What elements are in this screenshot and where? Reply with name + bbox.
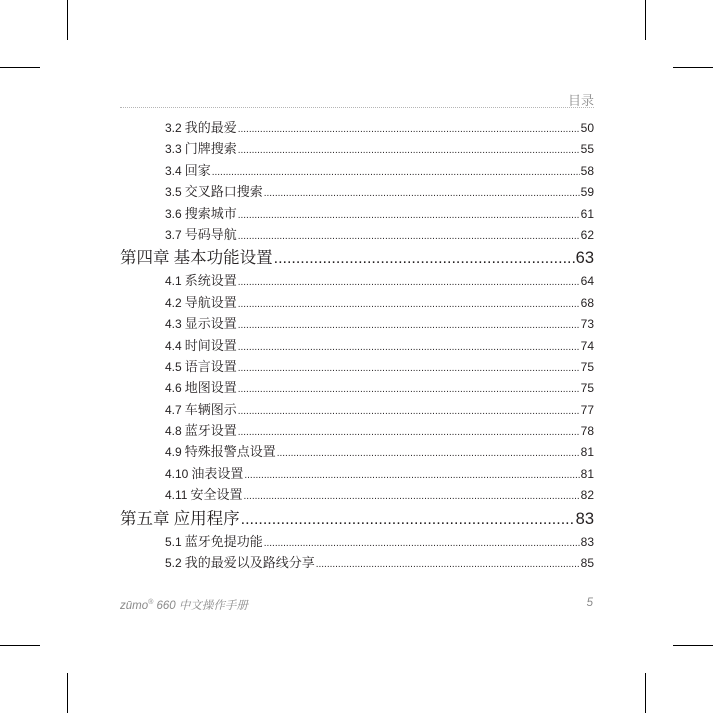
toc-entry-page-number: 75 (580, 359, 594, 374)
toc-section-entry[interactable] (120, 160, 594, 181)
toc-entry-title: 蓝牙免提功能 (184, 533, 263, 549)
toc-dot-leader (274, 245, 575, 271)
toc-dot-leader (238, 336, 580, 358)
toc-dot-leader (238, 293, 580, 315)
crop-mark-left-bottom (0, 645, 40, 646)
toc-dot-leader (238, 225, 580, 247)
toc-entry-number: 4.8 (165, 424, 182, 439)
crop-mark-top-right (645, 0, 646, 40)
toc-entry-number: 3.2 (165, 121, 182, 135)
toc-entry-number: 3.4 (165, 163, 182, 178)
toc-dot-leader (238, 400, 580, 422)
toc-section-entry[interactable] (120, 463, 594, 484)
toc-dot-leader (244, 464, 579, 486)
toc-dot-leader (238, 204, 580, 226)
toc-section-entry[interactable] (120, 531, 594, 552)
toc-entry-page-number: 81 (580, 445, 594, 460)
toc-entry-number: 4.5 (165, 359, 182, 374)
toc-entry-page-number: 50 (580, 121, 594, 135)
toc-entry-title: 我的最爱以及路线分享 (184, 555, 315, 571)
toc-section-entry[interactable] (120, 181, 594, 202)
toc-entry-title: 第五章 应用程序 (120, 508, 240, 528)
toc-entry-page-number: 61 (580, 206, 594, 221)
toc-entry-number: 4.6 (165, 381, 182, 396)
toc-entry-title: 显示设置 (184, 316, 237, 332)
toc-entry-number: 4.10 (165, 466, 189, 481)
toc-section-entry[interactable] (120, 377, 594, 398)
toc-entry-page-number: 75 (580, 381, 594, 396)
toc-entry-number: 4.9 (165, 445, 182, 460)
toc-section-entry[interactable] (120, 335, 594, 356)
toc-entry-page-number: 59 (580, 185, 594, 200)
toc-entry-page-number: 85 (580, 556, 594, 571)
toc-dot-leader (212, 161, 580, 183)
crop-mark-bottom-left (67, 673, 68, 713)
toc-entry-number: 3.6 (165, 206, 182, 221)
toc-dot-leader (238, 421, 580, 443)
toc-dot-leader (316, 553, 580, 575)
toc-section-entry[interactable] (120, 117, 594, 138)
registered-mark: ® (148, 599, 154, 607)
crop-mark-right-bottom (673, 645, 713, 646)
toc-entry-page-number: 83 (580, 534, 594, 549)
toc-dot-leader (238, 139, 580, 161)
toc-dot-leader (238, 314, 580, 336)
toc-entry-title: 第四章 基本功能设置 (120, 248, 273, 268)
toc-entry-title: 蓝牙设置 (184, 423, 237, 439)
toc-entry-title: 搜索城市 (184, 205, 237, 221)
toc-section-entry[interactable] (120, 270, 594, 291)
table-of-contents (120, 117, 594, 573)
toc-entry-title: 交叉路口搜索 (184, 184, 263, 200)
header-dotted-rule (120, 107, 594, 108)
toc-entry-page-number: 81 (580, 466, 594, 481)
toc-entry-title: 安全设置 (190, 487, 243, 503)
toc-entry-title: 地图设置 (184, 380, 237, 396)
toc-section-entry[interactable] (120, 138, 594, 159)
toc-entry-page-number: 77 (580, 402, 594, 417)
toc-entry-title: 特殊报警点设置 (184, 444, 276, 460)
toc-entry-number: 3.5 (165, 185, 182, 200)
toc-dot-leader (264, 532, 580, 554)
toc-entry-page-number: 78 (580, 424, 594, 439)
toc-dot-leader (277, 442, 580, 464)
toc-dot-leader (264, 182, 580, 204)
toc-entry-title: 门牌搜索 (184, 141, 237, 157)
toc-entry-title: 车辆图示 (184, 401, 237, 417)
toc-entry-number: 4.1 (165, 274, 182, 289)
toc-entry-number: 5.2 (165, 556, 182, 571)
toc-section-entry[interactable] (120, 552, 594, 573)
toc-entry-page-number: 68 (580, 295, 594, 310)
toc-entry-number: 3.3 (165, 142, 182, 157)
toc-section-entry[interactable] (120, 224, 594, 245)
footer-manual-title (120, 597, 248, 613)
toc-entry-title: 号码导航 (184, 226, 237, 242)
toc-entry-page-number: 62 (580, 227, 594, 242)
toc-entry-number: 4.7 (165, 402, 182, 417)
toc-entry-number: 4.4 (165, 338, 182, 353)
toc-entry-page-number: 64 (580, 274, 594, 289)
toc-section-entry[interactable] (120, 313, 594, 334)
toc-dot-leader (238, 118, 580, 140)
toc-dot-leader (241, 506, 575, 532)
running-header-title: 目录 (567, 93, 594, 108)
crop-mark-bottom-right (645, 673, 646, 713)
toc-section-entry[interactable] (120, 441, 594, 462)
toc-section-entry[interactable] (120, 356, 594, 377)
toc-entry-number: 3.7 (165, 227, 182, 242)
toc-section-entry[interactable] (120, 484, 594, 505)
toc-section-entry[interactable] (120, 292, 594, 313)
toc-dot-leader (238, 271, 580, 293)
footer-page-number: 5 (586, 597, 593, 609)
toc-entry-page-number: 73 (580, 317, 594, 332)
toc-dot-leader (243, 485, 579, 507)
toc-entry-number: 4.2 (165, 295, 182, 310)
crop-mark-left-top (0, 67, 40, 68)
toc-entry-page-number: 55 (580, 142, 594, 157)
toc-entry-title: 时间设置 (184, 337, 237, 353)
crop-mark-right-top (673, 67, 713, 68)
toc-entry-title: 语言设置 (184, 358, 237, 374)
toc-entry-title: 回家 (184, 162, 211, 178)
footer-manual-name: 660 中文操作手册 (153, 600, 248, 612)
toc-entry-page-number: 74 (580, 338, 594, 353)
toc-entry-title: 我的最爱 (184, 120, 237, 135)
toc-chapter-entry[interactable] (120, 245, 594, 270)
toc-entry-page-number: 83 (575, 509, 594, 528)
toc-entry-title: 导航设置 (184, 294, 237, 310)
toc-entry-title: 系统设置 (184, 273, 237, 289)
toc-chapter-entry[interactable] (120, 506, 594, 531)
toc-entry-title: 油表设置 (191, 465, 244, 481)
toc-entry-number: 4.3 (165, 317, 182, 332)
toc-entry-number: 5.1 (165, 534, 182, 549)
toc-dot-leader (238, 357, 580, 379)
footer-product-name: zūmo (120, 600, 149, 612)
toc-section-entry[interactable] (120, 203, 594, 224)
toc-dot-leader (238, 378, 580, 400)
toc-entry-number: 4.11 (165, 488, 188, 503)
toc-entry-page-number: 58 (580, 163, 594, 178)
toc-entry-page-number: 82 (580, 488, 594, 503)
toc-section-entry[interactable] (120, 399, 594, 420)
toc-entry-page-number: 63 (575, 249, 594, 268)
toc-section-entry[interactable] (120, 420, 594, 441)
crop-mark-top-left (67, 0, 68, 40)
